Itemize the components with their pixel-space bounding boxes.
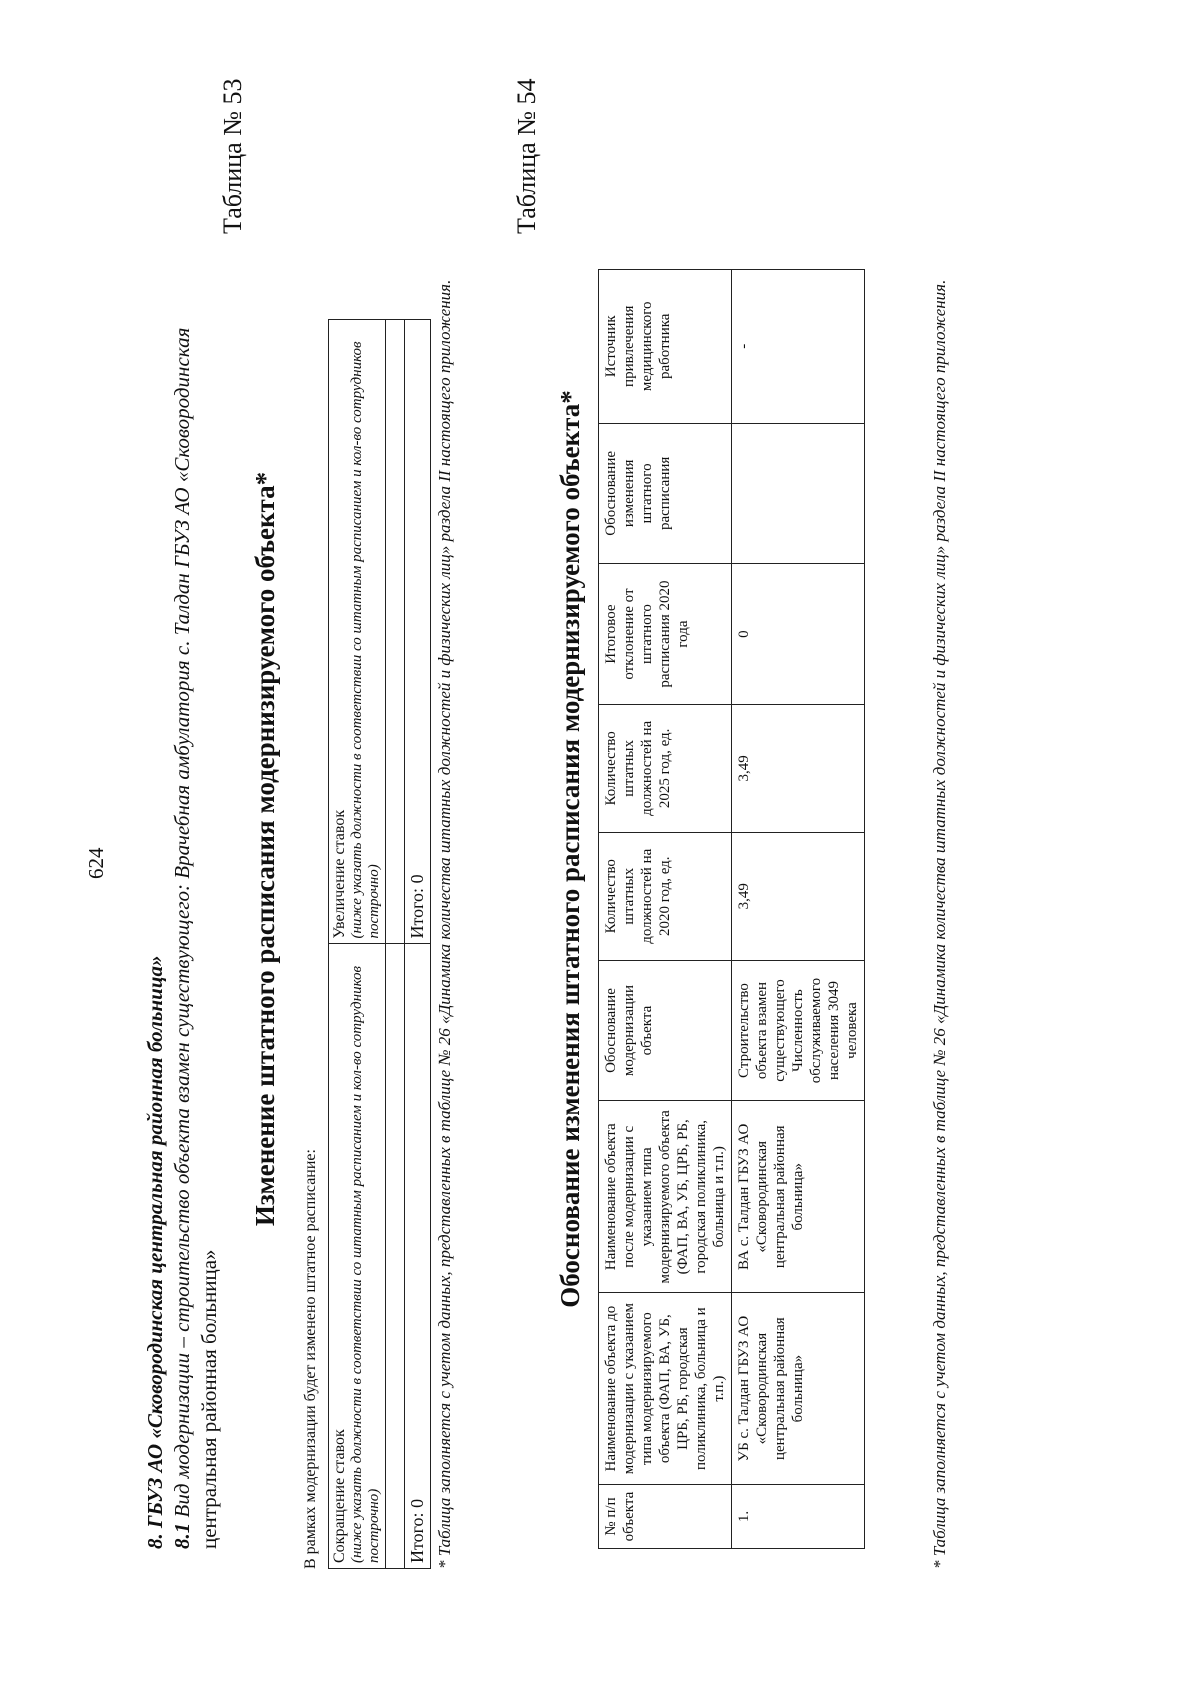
table-54-header-row: [599, 270, 732, 1549]
table-53-total-row: [405, 320, 431, 1569]
table-54-header-cell: Наименование объекта до модернизации с указанием типа модернизируемого объекта (ФАП, ВА, УБ, ЦРБ, РБ, городская поликлиника, больница и т.п.): [599, 1293, 732, 1485]
table-53-empty-cell: [386, 320, 405, 945]
table-54-cell: 3,49: [732, 832, 865, 960]
table-54: [598, 269, 865, 1549]
table-53-col2-header: [329, 320, 386, 945]
table-54-data-row: [732, 270, 865, 1549]
table-53-title: Изменение штатного расписания модернизируемого объекта*: [250, 471, 280, 1227]
table-54-header-cell: Обоснование изменения штатного расписания: [599, 423, 732, 564]
table-54-cell: 3,49: [732, 704, 865, 832]
table-54-header-cell: Количество штатных должностей на 2025 год, ед.: [599, 704, 732, 832]
table-54-cell: 0: [732, 564, 865, 705]
table-54-cell: УБ с. Талдан ГБУЗ АО «Сковородинская центральная районная больница»: [732, 1293, 865, 1485]
table-53-header-row: [329, 320, 386, 1569]
table-53-total-2: Итого: 0: [405, 320, 431, 945]
table-53-col1-header: [329, 944, 386, 1569]
table-54-footnote: * Таблица заполняется с учетом данных, представленных в таблице № 26 «Динамика количества штатных должностей и физических лиц» раздела II настоящего приложения.: [930, 279, 949, 1569]
col2-hint-text: (ниже указать должности в соответствии со штатным расписанием и кол-во сотрудников построчно): [349, 341, 382, 939]
table-54-cell: -: [732, 270, 865, 424]
table-53-empty-cell: [386, 944, 405, 1569]
table-54-header-cell: Наименование объекта после модернизации с указанием типа модернизируемого объекта (ФАП, ВА, УБ, ЦРБ, РБ, городская поликлиника, больница и т.п.): [599, 1101, 732, 1293]
table-53-label: Таблица № 53: [218, 78, 247, 234]
table-54-header-cell: Источник привлечения медицинского работника: [599, 270, 732, 424]
section-subheading: [169, 79, 223, 1549]
table-53-footnote: * Таблица заполняется с учетом данных, представленных в таблице № 26 «Динамика количества штатных должностей и физических лиц» раздела II настоящего приложения.: [435, 279, 454, 1569]
table-53: [328, 319, 431, 1569]
table-54-header-cell: Итоговое отклонение от штатного расписания 2020 года: [599, 564, 732, 705]
col1-hint-text: (ниже указать должности в соответствии со штатным расписанием и кол-во сотрудников построчно): [349, 965, 382, 1563]
table-54-cell: ВА с. Талдан ГБУЗ АО «Сковородинская центральная районная больница»: [732, 1101, 865, 1293]
table-54-cell: [732, 423, 865, 564]
section-heading: 8. ГБУЗ АО «Сковородинская центральная районная больница»: [143, 955, 167, 1549]
table-54-cell: 1.: [732, 1485, 865, 1549]
page-number: 624: [84, 847, 108, 879]
table-54-label: Таблица № 54: [512, 78, 541, 234]
table-53-empty-row: [386, 320, 405, 1569]
table-54-cell: Строительство объекта взамен существующего Численность обслуживаемого населения 3049 человека: [732, 960, 865, 1101]
table-53-total-1: Итого: 0: [405, 944, 431, 1569]
table-53-intro: В рамках модернизации будет изменено штатное расписание:: [302, 1149, 319, 1569]
table-54-header-cell: Обоснование модернизации объекта: [599, 960, 732, 1101]
table-54-header-cell: № п/п объекта: [599, 1485, 732, 1549]
table-54-title: Обоснование изменения штатного расписания модернизируемого объекта*: [555, 390, 585, 1308]
subheading-text: Вид модернизации – строительство объекта взамен существующего: Врачебная амбулатория с. Талдан ГБУЗ АО «Сковородинская: [170, 327, 194, 1518]
table-54-header-cell: Количество штатных должностей на 2020 год, ед.: [599, 832, 732, 960]
col2-header-text: Увеличение ставок: [331, 809, 348, 939]
subheading-number: 8.1: [170, 1522, 194, 1549]
col1-header-text: Сокращение ставок: [331, 1429, 348, 1563]
subheading-text-2: центральная районная больница»: [197, 1249, 221, 1549]
